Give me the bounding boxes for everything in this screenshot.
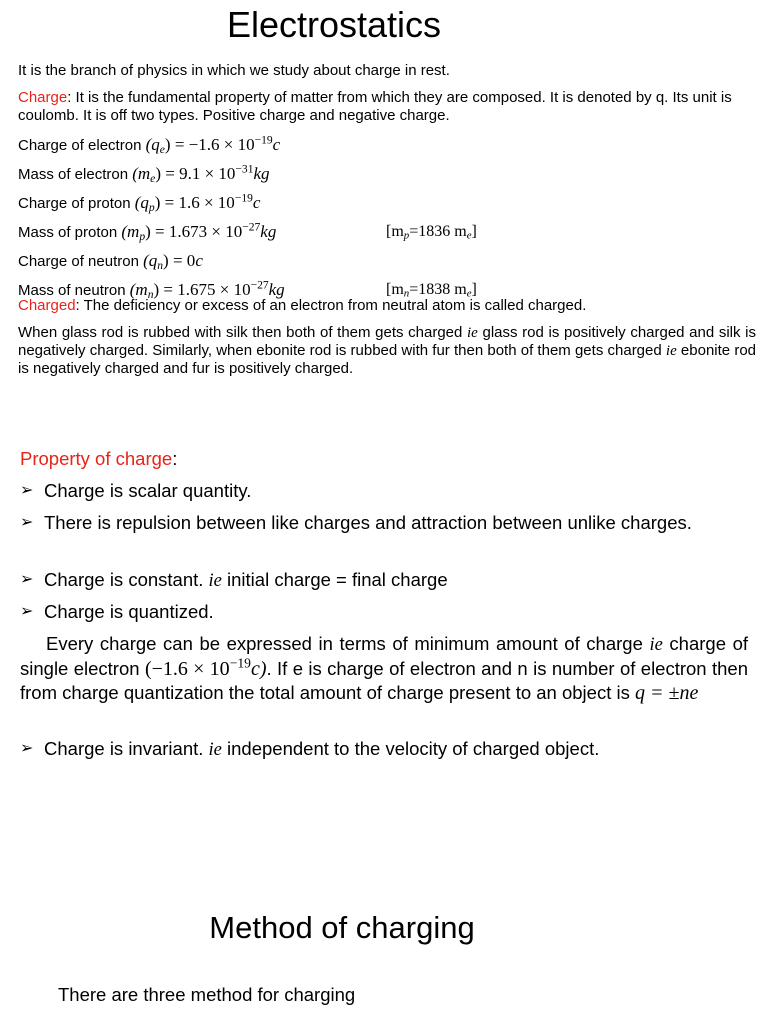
- property-repulsion: There is repulsion between like charges and attraction between unlike charges.: [44, 512, 692, 533]
- constant-subscript: n: [147, 287, 154, 301]
- list-item: [20, 511, 748, 535]
- section-title: Method of charging: [209, 910, 475, 945]
- constant-value: = 0: [168, 251, 196, 270]
- note-pre: [m: [386, 281, 404, 298]
- constant-paren: ): [154, 193, 161, 212]
- constant-subscript: e: [159, 142, 165, 156]
- note-pre: [m: [386, 223, 404, 240]
- quant-text-1: Every charge can be expressed in terms of minimum amount of charge: [46, 633, 650, 654]
- glass-rod-text-2: glass rod is positively charged and silk is negatively charged. Similarly, when ebonite rod is rubbed with fur then both of them gets charged: [18, 324, 756, 359]
- constant-unit: kg: [260, 222, 277, 241]
- charged-text: : The deficiency or excess of an electron from neutral atom is called charged.: [75, 297, 587, 314]
- constant-name: Mass of neutron: [18, 282, 126, 299]
- constant-row: [18, 247, 756, 276]
- constant-paren: ): [145, 222, 151, 241]
- quant-exp: −19: [229, 655, 251, 671]
- note-sub: p: [403, 229, 410, 242]
- constant-symbol: (m: [129, 280, 148, 299]
- constant-name: Charge of neutron: [18, 253, 139, 270]
- glass-rod-text-1: When glass rod is rubbed with silk then both of them gets charged: [18, 324, 468, 341]
- property-scalar: Charge is scalar quantity.: [44, 480, 252, 501]
- quantization-paragraph: [20, 632, 748, 705]
- constant-value: = 9.1 × 10: [160, 164, 236, 183]
- constant-subscript: p: [139, 229, 146, 243]
- property-heading-colon: :: [172, 448, 178, 469]
- constant-name: Mass of proton: [18, 224, 118, 241]
- property-invariant-text-2: independent to the velocity of charged object.: [221, 738, 600, 759]
- constant-paren: ): [155, 164, 161, 183]
- ie-abbrev: ie: [208, 571, 222, 591]
- ie-abbrev: ie: [649, 635, 663, 655]
- note-close: ]: [471, 281, 477, 298]
- charge-definition: [18, 89, 756, 125]
- constant-row: [18, 160, 756, 189]
- constant-symbol: (m: [132, 164, 151, 183]
- constant-math: [135, 193, 261, 212]
- property-constant: [44, 568, 748, 593]
- arrow-bullet-icon: ➢: [20, 740, 34, 757]
- charge-text: : It is the fundamental property of matter from which they are composed. It is denoted by q. Its unit is coulomb. It is off two types. Positive charge and negative charge.: [18, 89, 732, 124]
- list-item: [20, 479, 748, 503]
- constant-row: [18, 189, 756, 218]
- note-post: =1838 m: [409, 281, 467, 298]
- constant-value: = 1.675 × 10: [159, 280, 251, 299]
- property-quantized: Charge is quantized.: [44, 601, 214, 622]
- property-constant-text: Charge is constant.: [44, 569, 209, 590]
- constants-list: [18, 131, 756, 305]
- constant-name: Charge of electron: [18, 137, 142, 154]
- constant-subscript: e: [150, 171, 156, 185]
- constant-unit: c: [195, 251, 203, 270]
- constant-symbol: (q: [134, 193, 149, 212]
- arrow-bullet-icon: ➢: [20, 482, 34, 499]
- arrow-bullet-icon: ➢: [20, 514, 34, 531]
- ie-abbrev: ie: [467, 325, 478, 341]
- constant-row: [18, 218, 756, 247]
- note-tail-sub: e: [466, 229, 472, 242]
- property-heading-label: Property of charge: [20, 448, 173, 469]
- constant-row: [18, 131, 756, 160]
- charged-definition: [18, 297, 756, 315]
- list-item: [20, 600, 748, 624]
- property-invariant: [44, 737, 748, 762]
- note-tail-sub: e: [466, 287, 472, 300]
- constant-unit: kg: [268, 280, 285, 299]
- constant-paren: ): [164, 135, 171, 154]
- constant-value: = −1.6 × 10: [170, 135, 255, 154]
- charge-label: Charge: [18, 89, 68, 106]
- ie-abbrev: ie: [208, 740, 222, 760]
- constant-name: Mass of electron: [18, 166, 129, 183]
- constant-exponent: −31: [235, 162, 254, 176]
- constant-exponent: −27: [250, 278, 269, 292]
- constant-symbol: (q: [143, 251, 158, 270]
- arrow-bullet-icon: ➢: [20, 603, 34, 620]
- property-heading: [20, 447, 748, 471]
- list-item: [20, 568, 748, 593]
- constant-math: [146, 135, 281, 154]
- constant-math: [143, 251, 203, 270]
- section-text: There are three method for charging: [58, 984, 356, 1005]
- quant-text-3: . If e is charge of electron and n is number of electron then from charge quantization the total amount of charge present to an object is: [20, 658, 749, 703]
- constant-exponent: −27: [242, 220, 261, 234]
- constant-value: = 1.6 × 10: [160, 193, 235, 212]
- glass-rod-paragraph: [18, 324, 756, 378]
- quant-math-close: c): [250, 658, 267, 680]
- quant-text-2: charge of single electron: [20, 633, 748, 679]
- intro-text: It is the branch of physics in which we study about charge in rest.: [18, 62, 450, 79]
- quant-math: (−1.6 × 10: [144, 658, 230, 680]
- constant-unit: kg: [253, 164, 270, 183]
- constant-paren: ): [163, 251, 169, 270]
- property-invariant-text: Charge is invariant.: [44, 738, 209, 759]
- constant-name: Charge of proton: [18, 195, 131, 212]
- electron-charge-math: [144, 655, 267, 680]
- constant-subscript: n: [157, 258, 164, 272]
- page-title: Electrostatics: [226, 4, 442, 45]
- note-post: =1836 m: [409, 223, 467, 240]
- ie-abbrev: ie: [665, 343, 677, 359]
- note-sub: n: [403, 287, 410, 300]
- constant-symbol: (m: [121, 222, 140, 241]
- constant-paren: ): [153, 280, 160, 299]
- constant-value: = 1.673 × 10: [150, 222, 243, 241]
- constant-exponent: −19: [234, 191, 253, 205]
- property-constant-text-2: initial charge = final charge: [221, 569, 448, 590]
- constant-unit: c: [252, 193, 261, 212]
- note-close: ]: [471, 223, 477, 240]
- mass-ratio-note: [386, 218, 477, 246]
- list-item: [20, 737, 748, 762]
- constant-exponent: −19: [254, 133, 273, 147]
- quant-formula: q = ±ne: [634, 682, 699, 704]
- glass-rod-text-3: ebonite rod is negatively charged and fur is positively charged.: [18, 342, 756, 377]
- constant-math: [132, 164, 269, 183]
- charged-label: Charged: [18, 297, 76, 314]
- constant-unit: c: [272, 135, 281, 154]
- constant-symbol: (q: [145, 135, 160, 154]
- constant-math: [121, 222, 276, 241]
- arrow-bullet-icon: ➢: [20, 571, 34, 588]
- constant-subscript: p: [148, 200, 155, 214]
